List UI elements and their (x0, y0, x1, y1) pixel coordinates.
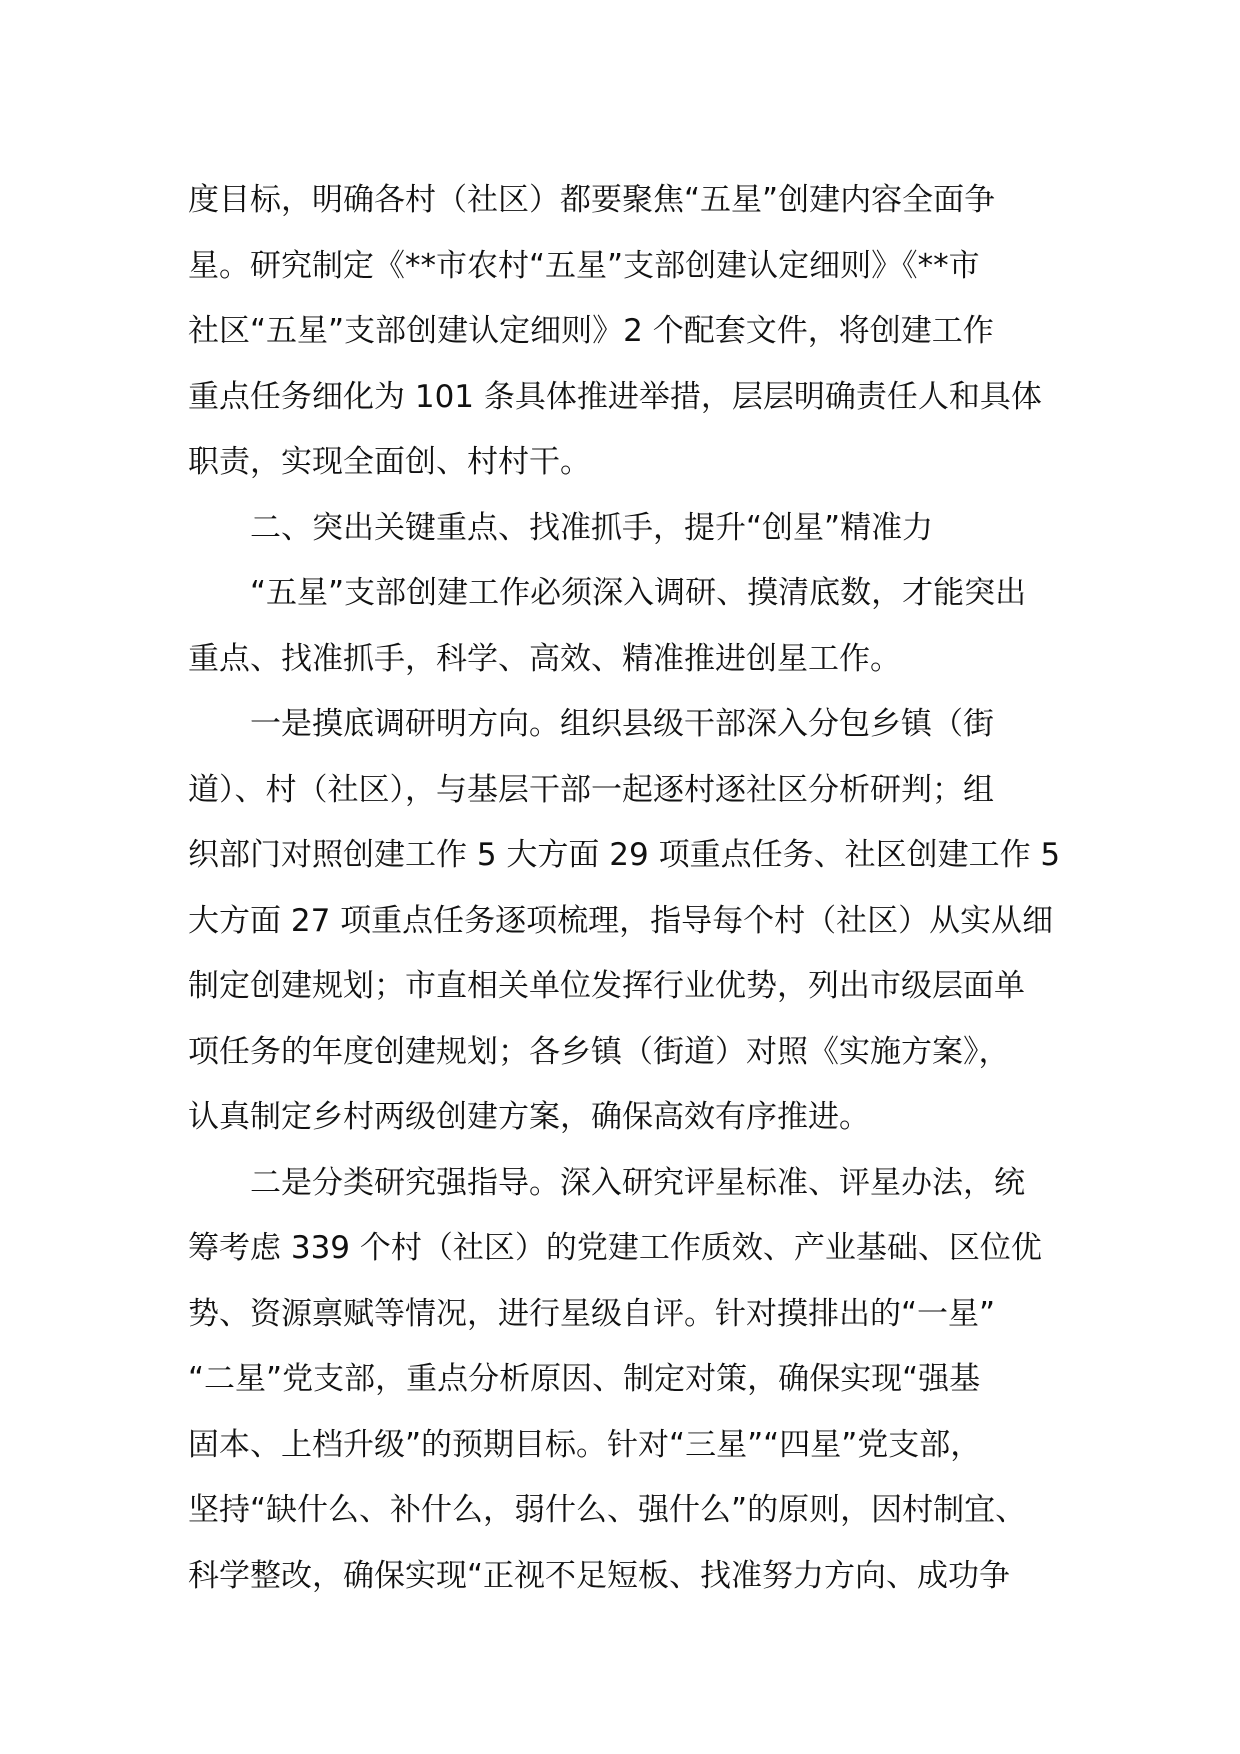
text-line: 职责，实现全面创、村村干。 (188, 444, 591, 480)
text-line: “二星”党支部，重点分析原因、制定对策，确保实现“强基 (188, 1361, 981, 1397)
text-line: 制定创建规划；市直相关单位发挥行业优势，列出市级层面单 (188, 968, 1025, 1004)
text-line: 大方面 27 项重点任务逐项梳理，指导每个村（社区）从实从细 (188, 902, 1054, 939)
text-line: 筹考虑 339 个村（社区）的党建工作质效、产业基础、区位优 (188, 1230, 1042, 1266)
text-line: 社区“五星”支部创建认定细则》2 个配套文件，将创建工作 (188, 313, 994, 349)
text-line: 势、资源禀赋等情况，进行星级自评。针对摸排出的“一星” (188, 1295, 996, 1332)
text-line: 认真制定乡村两级创建方案，确保高效有序推进。 (188, 1099, 870, 1135)
text-line: 项任务的年度创建规划；各乡镇（街道）对照《实施方案》， (188, 1033, 1010, 1070)
text-line: 一是摸底调研明方向。组织县级干部深入分包乡镇（街 (250, 706, 994, 742)
text-line: 道）、村（社区），与基层干部一起逐村逐社区分析研判；组 (188, 771, 994, 808)
section-heading: 二、突出关键重点、找准抓手，提升“创星”精准力 (250, 509, 934, 546)
text-line: 二是分类研究强指导。深入研究评星标准、评星办法，统 (250, 1164, 1025, 1201)
text-line: 重点、找准抓手，科学、高效、精准推进创星工作。 (188, 640, 901, 677)
text-line: 度目标，明确各村（社区）都要聚焦“五星”创建内容全面争 (188, 182, 996, 218)
text-line: 固本、上档升级”的预期目标。针对“三星”“四星”党支部， (188, 1426, 982, 1463)
text-line: 坚持“缺什么、补什么，弱什么、强什么”的原则，因村制宜、 (188, 1492, 1027, 1528)
document-body (188, 168, 1061, 1609)
text-line: 星。研究制定《**市农村“五星”支部创建认定细则》《**市 (188, 247, 980, 284)
text-line: 科学整改，确保实现“正视不足短板、找准努力方向、成功争 (188, 1557, 1011, 1594)
text-line: “五星”支部创建工作必须深入调研、摸清底数，才能突出 (250, 575, 1027, 611)
text-line: 织部门对照创建工作 5 大方面 29 项重点任务、社区创建工作 5 (188, 837, 1061, 873)
text-line: 重点任务细化为 101 条具体推进举措，层层明确责任人和具体 (188, 378, 1042, 415)
